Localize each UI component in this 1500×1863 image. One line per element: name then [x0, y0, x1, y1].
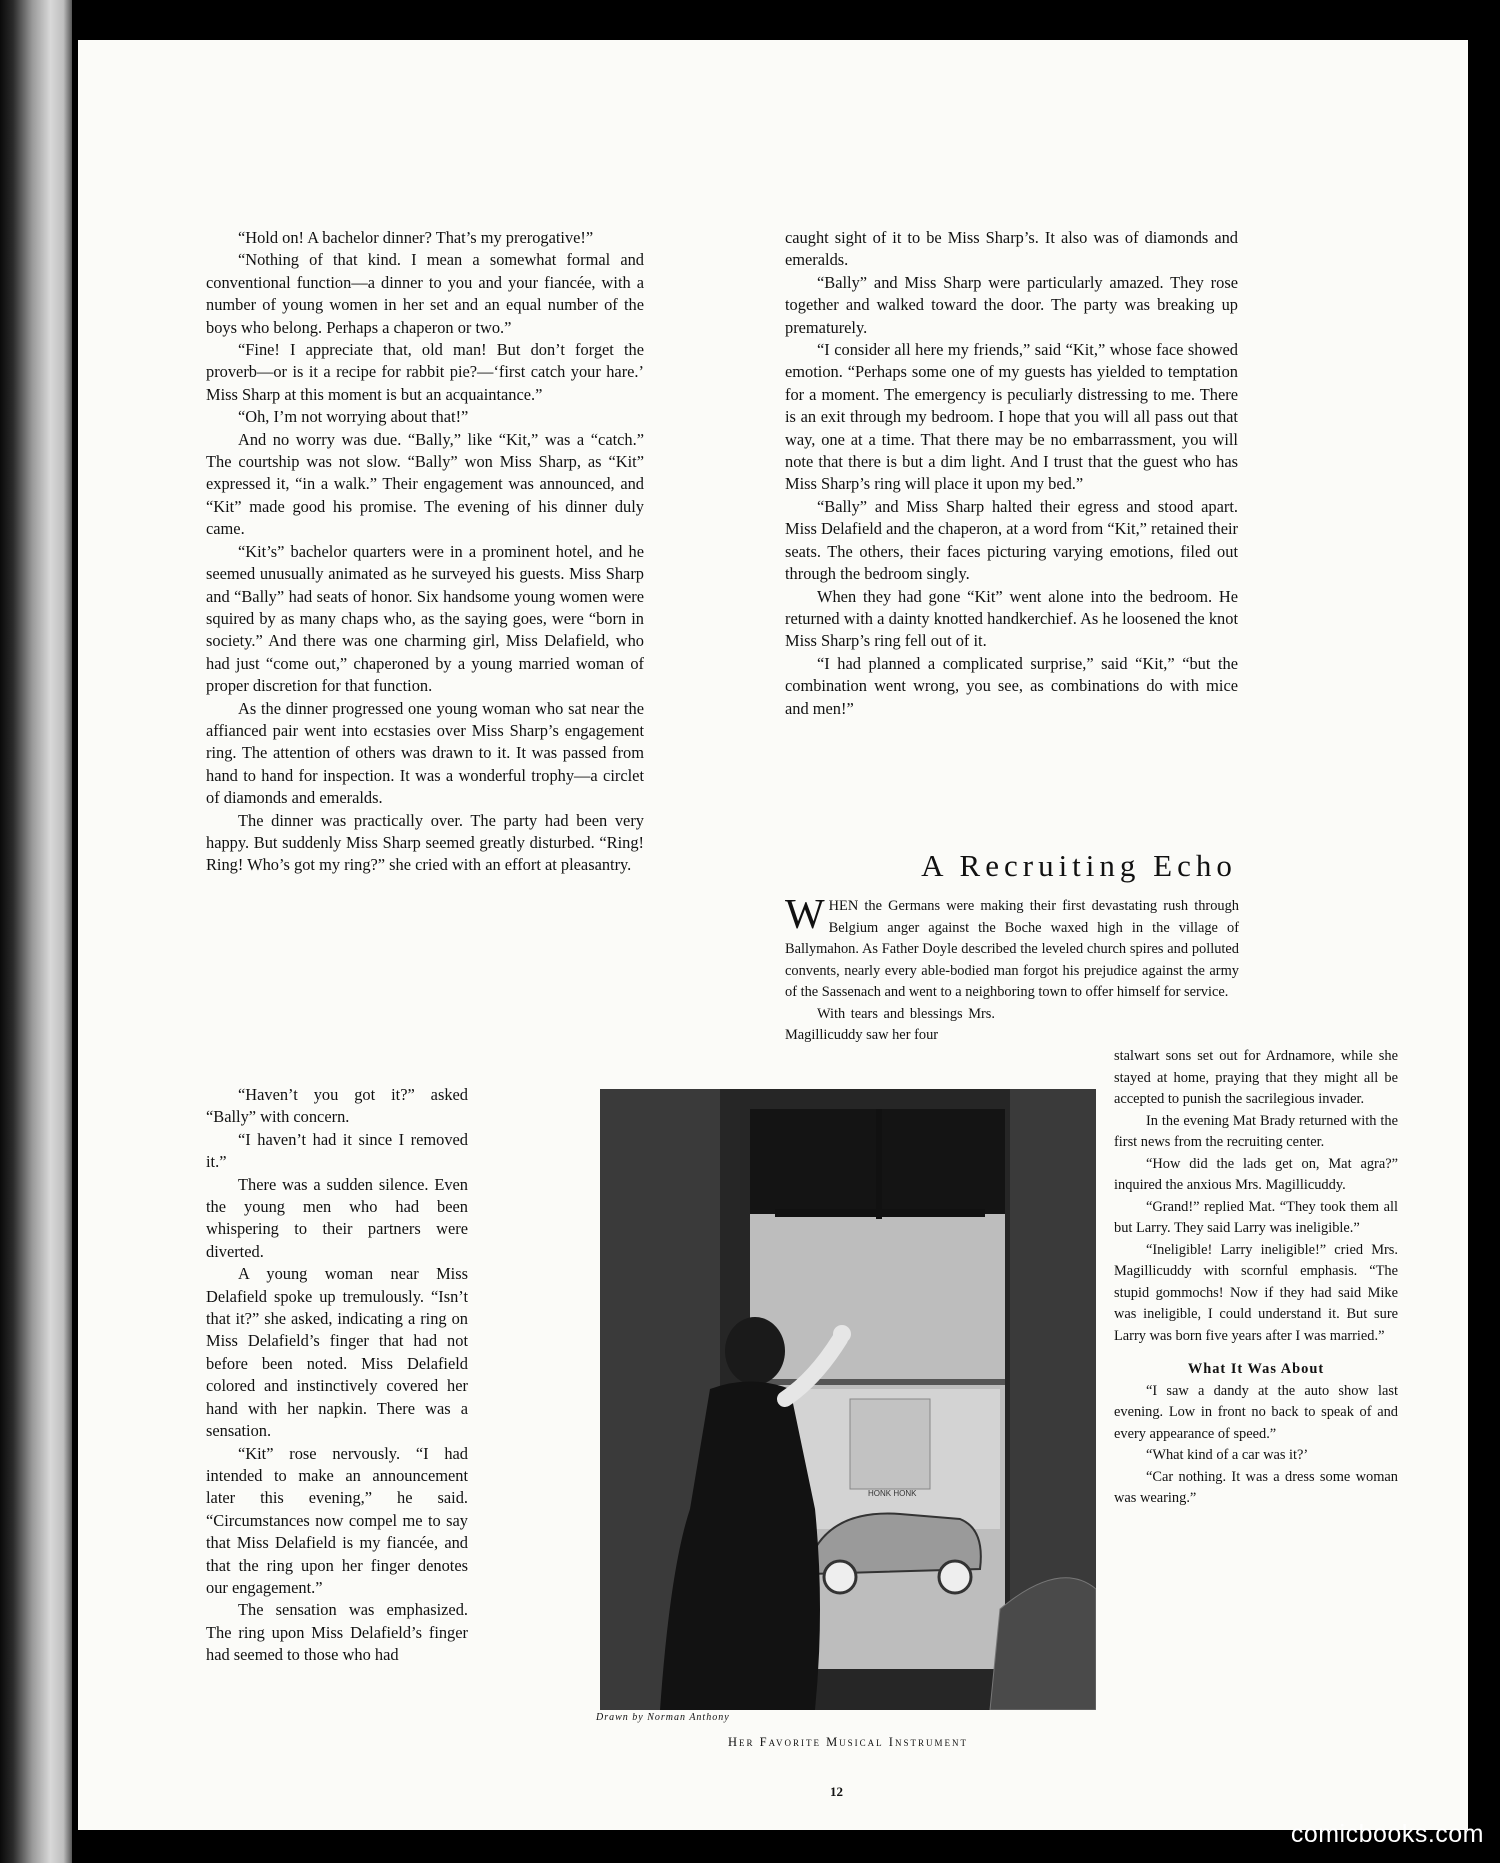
paragraph: “I haven’t had it since I removed it.”	[206, 1129, 468, 1172]
paragraph	[785, 892, 1239, 1004]
paragraph: And no worry was due. “Bally,” like “Kit,” was a “catch.” The courtship was not slow. “Bally” won Miss Sharp, as “Kit” expressed it, “in a walk.” Their engagement was announced, and “Kit” made good his promise. The evening of his dinner duly came.	[206, 429, 644, 539]
book-binding	[0, 0, 72, 1863]
paragraph: When they had gone “Kit” went alone into the bedroom. He returned with a dainty knotted handkerchief. As he loosened the knot Miss Sharp’s ring fell out of it.	[785, 586, 1238, 651]
paragraph: “I consider all here my friends,” said “Kit,” whose face showed emotion. “Perhaps some one of my guests has yielded to temptation for a moment. The emergency is peculiarly distressing to me. There is an exit through my bedroom. I hope that you will all pass out that way, one at a time. That there may be no embarrassment, you will note that there is but a dim light. And I trust that the guest who has Miss Sharp’s ring will place it upon my bed.”	[785, 340, 1238, 494]
illustration-caption: Her Favorite Musical Instrument	[728, 1735, 968, 1749]
illustration-woman-at-window	[600, 1089, 1096, 1710]
paragraph: There was a sudden silence. Even the young men who had been whispering to their partners were diverted.	[206, 1174, 468, 1261]
drop-cap: W	[785, 892, 825, 938]
car-horn-label: HONK HONK	[868, 1489, 917, 1498]
joke-subhead: What It Was About	[1187, 1361, 1325, 1377]
article-headline: A Recruiting Echo	[921, 848, 1237, 883]
paragraph: With tears and blessings Mrs. Magillicuddy saw her four	[785, 1005, 995, 1043]
illustration-credit: Drawn by Norman Anthony	[596, 1712, 730, 1723]
paragraph: “How did the lads get on, Mat agra?” inquired the anxious Mrs. Magillicuddy.	[1114, 1155, 1398, 1193]
paragraph-text: HEN the Germans were making their first devastating rush through Belgium anger against the Boche waxed high in the village of Ballymahon. As Father Doyle described the leveled church spires and polluted convents, nearly every able-bodied man forgot his prejudice against the army of the Sassenach and went to a neighboring town to offer himself for service.	[785, 898, 1239, 1000]
paragraph: “Oh, I’m not worrying about that!”	[238, 407, 469, 427]
paragraph: “Car nothing. It was a dress some woman was wearing.”	[1114, 1468, 1398, 1506]
paragraph: “Bally” and Miss Sharp halted their egress and stood apart. Miss Delafield and the chaperon, at a word from “Kit,” retained their seats. The others, their faces picturing varying emotions, filed out through the bedroom singly.	[785, 496, 1238, 584]
story-right-column	[785, 227, 1238, 720]
paragraph: “Haven’t you got it?” asked “Bally” with concern.	[206, 1085, 468, 1127]
paragraph: “Kit” rose nervously. “I had intended to make an announcement later this evening,” he said. “Circumstances now compel me to say that Miss Delafield is my fiancée, and that the ring upon her finger denotes our engagement.”	[206, 1443, 468, 1597]
paragraph: The sensation was emphasized. The ring upon Miss Delafield’s finger had seemed to those who had	[206, 1600, 468, 1665]
paragraph: “What kind of a car was it?’	[1146, 1447, 1309, 1463]
paragraph: “Nothing of that kind. I mean a somewhat formal and conventional function—a dinner to you and your fiancée, with a number of young women in her set and an equal number of the boys who belong. Perhaps a chaperon or two.”	[206, 250, 644, 337]
magazine-page	[78, 40, 1468, 1830]
paragraph: “I saw a dandy at the auto show last evening. Low in front no back to speak of and every appearance of speed.”	[1114, 1382, 1398, 1442]
paragraph: caught sight of it to be Miss Sharp’s. It also was of diamonds and emeralds.	[785, 228, 1238, 270]
paragraph: “Ineligible! Larry ineligible!” cried Mrs. Magillicuddy with scornful emphasis. “The stupid gommochs! Now if they had said Mike was ineligible, I could understand it. But sure Larry was born five years after I was married.”	[1114, 1241, 1398, 1344]
page-number: 12	[830, 1784, 843, 1799]
paragraph: “Hold on! A bachelor dinner? That’s my prerogative!”	[238, 228, 594, 247]
recruiting-intro	[785, 892, 1239, 1047]
story-left-column	[206, 227, 644, 877]
paragraph: “Grand!” replied Mat. “They took them all but Larry. They said Larry was ineligible.”	[1114, 1198, 1398, 1236]
paragraph: As the dinner progressed one young woman who sat near the affianced pair went into ecstasies over Miss Sharp’s engagement ring. The attention of others was drawn to it. It was passed from hand to hand for inspection. It was a wonderful trophy—a circlet of diamonds and emeralds.	[206, 698, 644, 808]
paragraph: “I had planned a complicated surprise,” said “Kit,” “but the combination went wrong, you see, as combinations do with mice and men!”	[785, 653, 1238, 718]
illustration-drawing	[600, 1089, 1096, 1710]
watermark: comicbooks.com	[1290, 1820, 1484, 1848]
paragraph: The dinner was practically over. The party had been very happy. But suddenly Miss Sharp seemed greatly disturbed. “Ring! Ring! Who’s got my ring?” she cried with an effort at pleasantry.	[206, 810, 644, 875]
paragraph: “Kit’s” bachelor quarters were in a prominent hotel, and he seemed unusually animated as he surveyed his guests. Miss Sharp and “Bally” had seats of honor. Six handsome young women were squired by as many chaps who, as the saying goes, were “born in society.” And there was one charming girl, Miss Delafield, who had just “come out,” chaperoned by a young married woman of proper discretion for that function.	[206, 541, 644, 696]
paragraph: “Fine! I appreciate that, old man! But don’t forget the proverb—or is it a recipe for rabbit pie?—‘first catch your hare.’ Miss Sharp at this moment is but an acquaintance.”	[206, 340, 644, 404]
paragraph: In the evening Mat Brady returned with the first news from the recruiting center.	[1114, 1112, 1398, 1150]
paragraph: stalwart sons set out for Ardnamore, while she stayed at home, praying that they might all be accepted to punish the sacrilegious invader.	[1114, 1048, 1398, 1107]
recruiting-side-column	[1114, 1046, 1398, 1510]
story-left-narrow-column	[206, 1084, 468, 1667]
paragraph: “Bally” and Miss Sharp were particularly amazed. They rose together and walked toward the door. The party was breaking up prematurely.	[785, 272, 1238, 337]
paragraph: A young woman near Miss Delafield spoke up tremulously. “Isn’t that it?” she asked, indicating a ring on Miss Delafield’s finger that had not before been noted. Miss Delafield colored and instinctively covered her hand with her napkin. There was a sensation.	[206, 1264, 468, 1441]
